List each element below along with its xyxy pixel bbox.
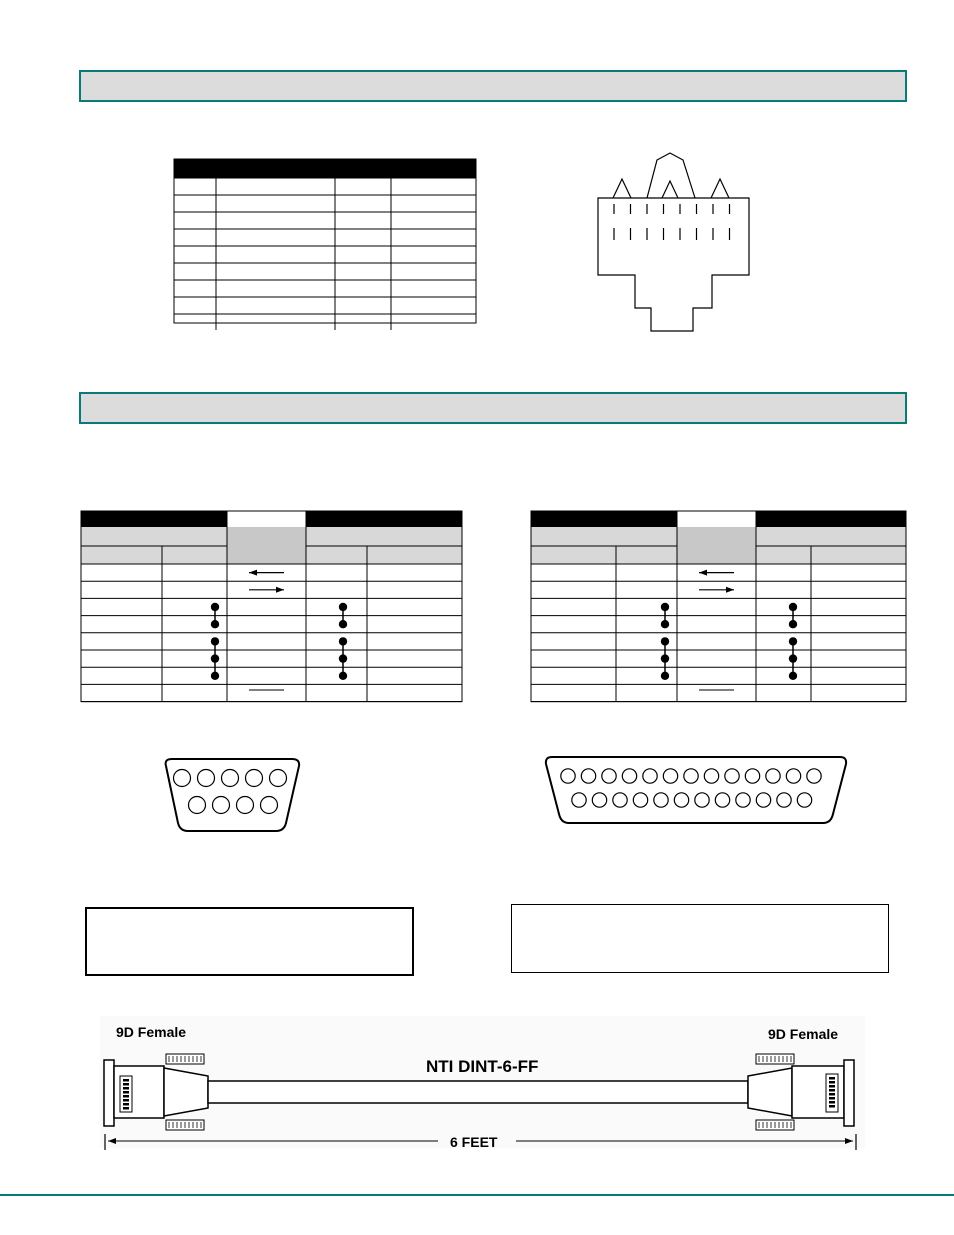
db25-header-left <box>531 511 677 527</box>
db25-pin <box>684 769 698 783</box>
db25-pin <box>797 793 811 807</box>
db9-pin <box>270 770 287 787</box>
db9-connector-icon <box>160 756 304 836</box>
cable-left-pin <box>123 1099 129 1102</box>
db9-pin <box>222 770 239 787</box>
db9-pin <box>189 797 206 814</box>
db9-jumper-dot <box>211 672 219 680</box>
db9-pin <box>198 770 215 787</box>
db9-arrowhead-in <box>249 570 257 576</box>
db25-jumper-dot <box>789 603 797 611</box>
db25-jumper-dot <box>661 620 669 628</box>
db9-jumper-dot <box>339 620 347 628</box>
db9-jumper-dot <box>211 637 219 645</box>
db25-pin <box>704 769 718 783</box>
cable-right-pin <box>829 1093 835 1096</box>
db25-pin <box>777 793 791 807</box>
db9-wiring-table <box>80 510 464 705</box>
rj45-table-border <box>174 159 476 323</box>
db25-pin <box>786 769 800 783</box>
db25-pin <box>736 793 750 807</box>
rj45-connector-icon <box>595 150 755 334</box>
db9-jumper-dot <box>211 620 219 628</box>
db25-pin <box>622 769 636 783</box>
db25-pin <box>715 793 729 807</box>
db9-jumper-dot <box>211 654 219 662</box>
db9-arrowhead-out <box>276 587 284 593</box>
db25-pin <box>745 769 759 783</box>
db25-pin <box>766 769 780 783</box>
db9-direction-header <box>227 527 306 564</box>
db25-jumper-dot <box>661 672 669 680</box>
db25-jumper-dot <box>789 672 797 680</box>
db25-jumper-dot <box>661 637 669 645</box>
db25-pin <box>602 769 616 783</box>
cable-left-pin <box>123 1091 129 1094</box>
cable-right-pin <box>829 1097 835 1100</box>
db25-jumper-dot <box>789 654 797 662</box>
db25-pin <box>695 793 709 807</box>
db25-pin <box>654 793 668 807</box>
left-end-label: 9D Female <box>116 1024 187 1040</box>
cable-left-pin <box>123 1103 129 1106</box>
db25-pin <box>613 793 627 807</box>
db9-jumper-dot <box>339 603 347 611</box>
db9-pin <box>237 797 254 814</box>
db9-pin <box>246 770 263 787</box>
db9-pin <box>261 797 278 814</box>
cable-right-pin <box>829 1085 835 1088</box>
note-box-right <box>511 904 889 973</box>
db25-header-right <box>756 511 906 527</box>
db9-header-right <box>306 511 462 527</box>
db25-pin <box>756 793 770 807</box>
db9-jumper-dot <box>211 603 219 611</box>
cable-left-pin <box>123 1079 129 1082</box>
db9-header-left <box>81 511 227 527</box>
db9-jumper-dot <box>339 637 347 645</box>
db25-jumper-dot <box>789 620 797 628</box>
db9-pin <box>174 770 191 787</box>
cable-right-pin <box>829 1077 835 1080</box>
db9-jumper-dot <box>339 672 347 680</box>
rj45-pinout-table <box>173 158 477 332</box>
cable-left-pin <box>123 1107 129 1110</box>
db25-direction-header <box>677 527 756 564</box>
db25-pin <box>674 793 688 807</box>
db25-pin <box>807 769 821 783</box>
db25-jumper-dot <box>661 654 669 662</box>
serial-cable-icon <box>100 1016 865 1156</box>
db25-connector-icon <box>541 754 851 828</box>
cable-left-pin <box>123 1095 129 1098</box>
cable-model-label: NTI DINT-6-FF <box>426 1057 539 1076</box>
section-banner-1 <box>79 70 907 102</box>
cable-right-pin <box>829 1081 835 1084</box>
db25-pin <box>725 769 739 783</box>
db25-arrowhead-in <box>699 570 707 576</box>
db25-pin <box>663 769 677 783</box>
db9-jumper-dot <box>339 654 347 662</box>
db25-jumper-dot <box>661 603 669 611</box>
db25-pin <box>633 793 647 807</box>
cable-left-pin <box>123 1087 129 1090</box>
db25-arrowhead-out <box>726 587 734 593</box>
cable-right-pin <box>829 1101 835 1104</box>
right-end-label: 9D Female <box>768 1026 839 1042</box>
cable-left-pin <box>123 1083 129 1086</box>
footer-rule <box>0 1194 954 1196</box>
cable-right-pin <box>829 1105 835 1108</box>
db25-pin <box>592 793 606 807</box>
cable-length-label: 6 FEET <box>450 1134 498 1150</box>
db25-pin <box>643 769 657 783</box>
db25-wiring-table <box>530 510 908 705</box>
db9-pin <box>213 797 230 814</box>
section-banner-2 <box>79 392 907 424</box>
db25-jumper-dot <box>789 637 797 645</box>
db25-pin <box>561 769 575 783</box>
note-box-left <box>85 907 414 976</box>
db25-pin <box>581 769 595 783</box>
cable-right-pin <box>829 1089 835 1092</box>
rj45-table-header <box>174 159 476 178</box>
db25-pin <box>572 793 586 807</box>
